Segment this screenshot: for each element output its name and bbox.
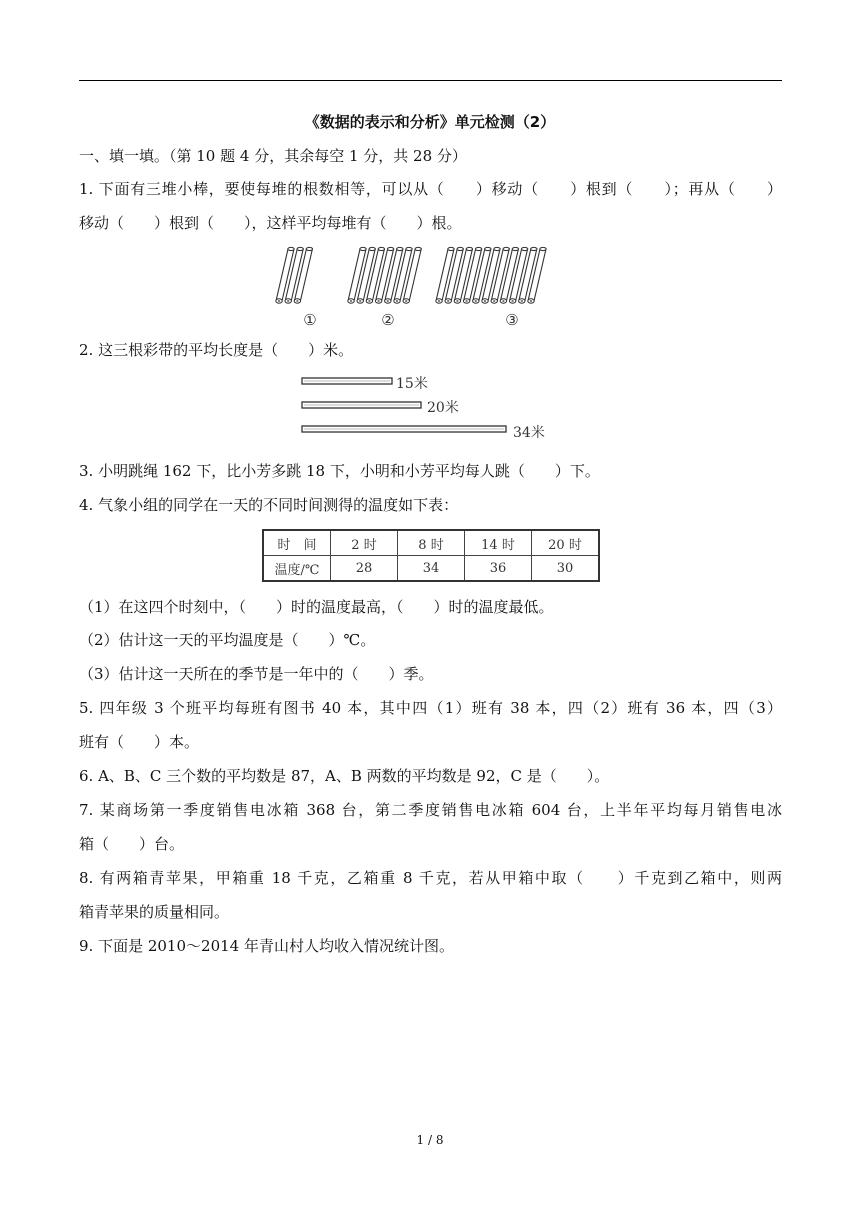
question-5-line-1: 5. 四年级 3 个班平均每班有图书 40 本，其中四（1）班有 38 本，四（2）班有 36 本，四（3） bbox=[79, 699, 782, 717]
question-4: 4. 气象小组的同学在一天的不同时间测得的温度如下表： bbox=[79, 496, 459, 514]
pile-label-1: ① bbox=[303, 311, 317, 329]
table-cell: 8 时 bbox=[398, 530, 465, 556]
question-7-line-1: 7. 某商场第一季度销售电冰箱 368 台，第二季度销售电冰箱 604 台，上半年平均每月销售电冰 bbox=[79, 801, 782, 819]
section-heading: 一、填一填。（第 10 题 4 分，其余每空 1 分，共 28 分） bbox=[79, 147, 467, 165]
question-4-sub-1: （1）在这四个时刻中，（ ）时的温度最高，（ ）时的温度最低。 bbox=[79, 598, 554, 616]
question-1-line-2: 移动（ ）根到（ ），这样平均每堆有（ ）根。 bbox=[79, 214, 462, 232]
table-cell: 34 bbox=[398, 556, 465, 582]
ribbons-figure bbox=[296, 370, 566, 445]
table-cell: 时 间 bbox=[263, 530, 331, 556]
table-cell: 30 bbox=[532, 556, 600, 582]
question-4-sub-3: （3）估计这一天所在的季节是一年中的（ ）季。 bbox=[79, 665, 434, 683]
table-row bbox=[263, 530, 599, 556]
pile-label-3: ③ bbox=[505, 311, 519, 329]
question-2: 2. 这三根彩带的平均长度是（ ）米。 bbox=[79, 341, 354, 359]
table-cell: 36 bbox=[465, 556, 532, 582]
question-1-line-1: 1. 下面有三堆小棒，要使每堆的根数相等，可以从（ ）移动（ ）根到（ ）；再从（ ） bbox=[79, 180, 782, 198]
question-9: 9. 下面是 2010～2014 年青山村人均收入情况统计图。 bbox=[79, 937, 454, 955]
ribbon-label-34m: 34米 bbox=[513, 425, 545, 441]
question-3: 3. 小明跳绳 162 下，比小芳多跳 18 下，小明和小芳平均每人跳（ ）下。 bbox=[79, 462, 600, 480]
stick-piles-figure bbox=[270, 243, 600, 331]
table-cell: 温度/℃ bbox=[263, 556, 331, 582]
table-cell: 28 bbox=[331, 556, 398, 582]
page-number: 1 / 8 bbox=[416, 1133, 444, 1147]
question-5-line-2: 班有（ ）本。 bbox=[79, 733, 200, 751]
header-rule bbox=[79, 80, 782, 81]
temperature-table bbox=[262, 529, 600, 582]
question-8-line-1: 8. 有两箱青苹果，甲箱重 18 千克，乙箱重 8 千克，若从甲箱中取（ ）千克到乙箱中，则两 bbox=[79, 869, 782, 887]
ribbon-label-15m: 15米 bbox=[396, 376, 428, 392]
ribbon-label-20m: 20米 bbox=[427, 400, 459, 416]
question-7-line-2: 箱（ ）台。 bbox=[79, 835, 185, 853]
table-cell: 14 时 bbox=[465, 530, 532, 556]
question-8-line-2: 箱青苹果的质量相同。 bbox=[79, 903, 230, 921]
page-title: 《数据的表示和分析》单元检测（2） bbox=[304, 113, 556, 131]
table-cell: 2 时 bbox=[331, 530, 398, 556]
table-cell: 20 时 bbox=[532, 530, 600, 556]
question-4-sub-2: （2）估计这一天的平均温度是（ ）℃。 bbox=[79, 631, 376, 649]
table-row bbox=[263, 556, 599, 582]
question-6: 6. A、B、C 三个数的平均数是 87，A、B 两数的平均数是 92，C 是（ ）。 bbox=[79, 767, 610, 785]
pile-label-2: ② bbox=[381, 311, 395, 329]
